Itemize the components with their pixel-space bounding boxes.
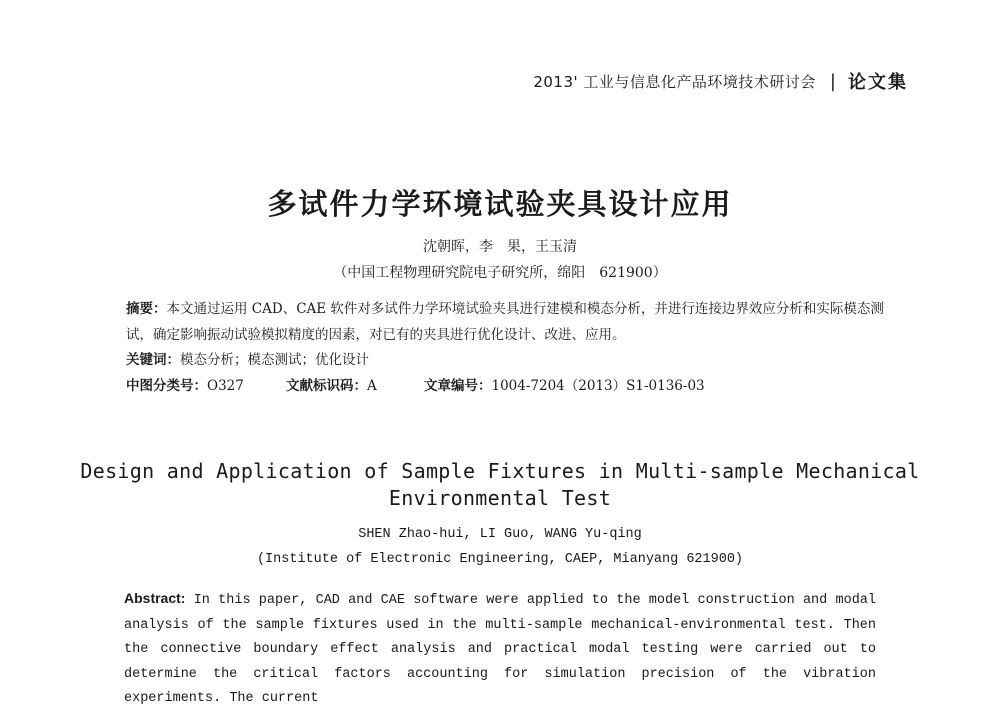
chinese-affiliation: （中国工程物理研究院电子研究所，绵阳 621900） bbox=[333, 265, 667, 281]
article-no-label: 文章编号： bbox=[424, 378, 492, 394]
running-header bbox=[533, 68, 908, 94]
english-authors: SHEN Zhao-hui, LI Guo, WANG Yu-qing bbox=[358, 527, 642, 542]
chinese-keywords-text: 模态分析；模态测试；优化设计 bbox=[180, 352, 369, 368]
english-affiliation: (Institute of Electronic Engineering, CAEP, Mianyang 621900) bbox=[256, 552, 744, 567]
doc-code-label: 文献标识码： bbox=[286, 378, 367, 394]
conference-name: 2013' 工业与信息化产品环境技术研讨会 bbox=[533, 72, 816, 91]
article-number bbox=[424, 374, 705, 394]
chinese-abstract-label: 摘要： bbox=[126, 301, 167, 317]
english-abstract bbox=[124, 586, 876, 712]
header-separator: | bbox=[829, 70, 836, 92]
english-abstract-label: Abstract: bbox=[124, 590, 186, 606]
english-title: Design and Application of Sample Fixtures in Multi-sample Mechanical Environmental Test bbox=[80, 459, 920, 510]
chinese-authors: 沈朝晖，李 果，王玉清 bbox=[423, 239, 577, 255]
article-no-value: 1004-7204（2013）S1-0136-03 bbox=[491, 378, 705, 394]
classification-row bbox=[126, 374, 886, 394]
chinese-title: 多试件力学环境试验夹具设计应用 bbox=[267, 187, 733, 221]
chinese-abstract bbox=[126, 296, 886, 348]
chinese-keywords bbox=[126, 348, 886, 368]
chinese-abstract-text: 本文通过运用 CAD、CAE 软件对多试件力学环境试验夹具进行建模和模态分析，并进行连接边界效应分析和实际模态测试，确定影响振动试验模拟精度的因素，对已有的夹具进行优化设计、改进、应用。 bbox=[126, 301, 884, 343]
clc-number bbox=[126, 374, 286, 394]
doc-code-value: A bbox=[367, 378, 377, 394]
collection-label: 论文集 bbox=[848, 72, 908, 93]
english-abstract-text: In this paper, CAD and CAE software were applied to the model construction and modal analysis of the sample fixtures used in the multi-sample mechanical-environmental test. Then the connective boundary effect analysis and practical modal testing were carried out to determine the critical factors accounting for simulation precision of the vibration experiments. The current bbox=[124, 593, 876, 706]
clc-value: O327 bbox=[207, 378, 244, 394]
clc-label: 中图分类号： bbox=[126, 378, 207, 394]
document-code bbox=[286, 374, 424, 394]
chinese-keywords-label: 关键词： bbox=[126, 352, 180, 368]
